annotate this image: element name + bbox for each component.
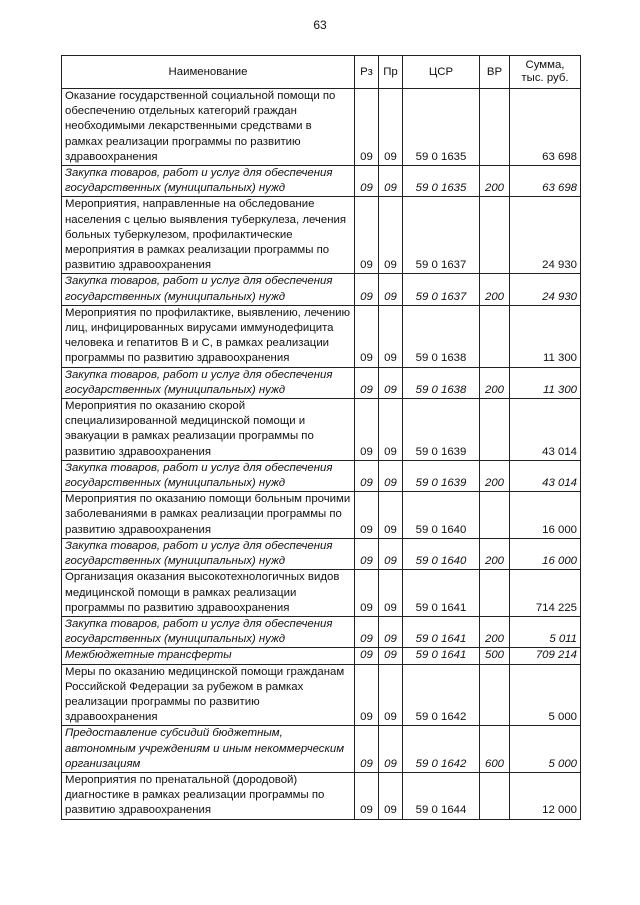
table-row (62, 570, 581, 617)
table-row (62, 367, 581, 398)
table-row (62, 616, 581, 647)
header-rz: Рз (355, 56, 379, 89)
cell-csr: 59 0 1641 (403, 648, 480, 664)
cell-csr: 59 0 1642 (403, 664, 480, 726)
cell-sum: 24 930 (510, 197, 581, 274)
cell-csr: 59 0 1638 (403, 305, 480, 367)
cell-rz: 09 (355, 616, 379, 647)
cell-sum: 16 000 (510, 492, 581, 539)
cell-name: Мероприятия, направленные на обследование населения с целью выявления туберкулеза, лечения больных туберкулезом, профилактические мероприятия в рамках реализации программы по развитию здравоохранения (62, 197, 355, 274)
cell-vr (480, 664, 510, 726)
cell-pr: 09 (379, 367, 403, 398)
cell-pr: 09 (379, 538, 403, 569)
cell-rz: 09 (355, 197, 379, 274)
cell-csr: 59 0 1642 (403, 726, 480, 773)
cell-pr: 09 (379, 274, 403, 305)
cell-rz: 09 (355, 726, 379, 773)
budget-table (61, 55, 581, 820)
cell-vr (480, 89, 510, 166)
cell-rz: 09 (355, 367, 379, 398)
cell-name: Мероприятия по оказанию помощи больным прочими заболеваниями в рамках реализации программы по развитию здравоохранения (62, 492, 355, 539)
table-row (62, 772, 581, 819)
cell-pr: 09 (379, 772, 403, 819)
cell-csr: 59 0 1639 (403, 399, 480, 461)
table-row (62, 305, 581, 367)
cell-sum: 5 011 (510, 616, 581, 647)
page-number: 63 (313, 18, 327, 32)
cell-csr: 59 0 1639 (403, 460, 480, 491)
cell-csr: 59 0 1640 (403, 538, 480, 569)
cell-csr: 59 0 1641 (403, 616, 480, 647)
cell-csr: 59 0 1637 (403, 197, 480, 274)
cell-name: Оказание государственной социальной помощи по обеспечению отдельных категорий граждан необходимыми лекарственными средствами в рамках реализации программы по развитию здравоохранения (62, 89, 355, 166)
cell-sum: 12 000 (510, 772, 581, 819)
cell-name: Мероприятия по оказанию скорой специализированной медицинской помощи и эвакуации в рамках реализации программы по развитию здравоохранения (62, 399, 355, 461)
table-row (62, 538, 581, 569)
table-row (62, 648, 581, 664)
cell-rz: 09 (355, 399, 379, 461)
cell-pr: 09 (379, 89, 403, 166)
cell-csr: 59 0 1637 (403, 274, 480, 305)
cell-vr (480, 197, 510, 274)
cell-rz: 09 (355, 460, 379, 491)
cell-pr: 09 (379, 197, 403, 274)
cell-csr: 59 0 1638 (403, 367, 480, 398)
header-vr: ВР (480, 56, 510, 89)
cell-pr: 09 (379, 305, 403, 367)
cell-csr: 59 0 1640 (403, 492, 480, 539)
cell-rz: 09 (355, 274, 379, 305)
cell-sum: 714 225 (510, 570, 581, 617)
cell-vr: 200 (480, 367, 510, 398)
cell-rz: 09 (355, 648, 379, 664)
header-sum: Сумма, тыс. руб. (510, 56, 581, 89)
cell-vr (480, 399, 510, 461)
cell-name: Закупка товаров, работ и услуг для обеспечения государственных (муниципальных) нужд (62, 460, 355, 491)
cell-csr: 59 0 1644 (403, 772, 480, 819)
cell-sum: 5 000 (510, 726, 581, 773)
cell-rz: 09 (355, 664, 379, 726)
cell-pr: 09 (379, 726, 403, 773)
cell-csr: 59 0 1641 (403, 570, 480, 617)
cell-rz: 09 (355, 89, 379, 166)
cell-sum: 11 300 (510, 367, 581, 398)
cell-name: Межбюджетные трансферты (62, 648, 355, 664)
cell-vr: 200 (480, 274, 510, 305)
cell-rz: 09 (355, 305, 379, 367)
cell-name: Меры по оказанию медицинской помощи гражданам Российской Федерации за рубежом в рамках реализации программы по развитию здравоохранения (62, 664, 355, 726)
cell-pr: 09 (379, 570, 403, 617)
cell-name: Предоставление субсидий бюджетным, автономным учреждениям и иным некоммерческим организациям (62, 726, 355, 773)
cell-pr: 09 (379, 166, 403, 197)
cell-name: Закупка товаров, работ и услуг для обеспечения государственных (муниципальных) нужд (62, 274, 355, 305)
table-row (62, 726, 581, 773)
cell-name: Закупка товаров, работ и услуг для обеспечения государственных (муниципальных) нужд (62, 166, 355, 197)
cell-name: Мероприятия по пренатальной (дородовой) диагностике в рамках реализации программы по развитию здравоохранения (62, 772, 355, 819)
table-body (62, 89, 581, 820)
cell-csr: 59 0 1635 (403, 166, 480, 197)
cell-vr (480, 492, 510, 539)
cell-csr: 59 0 1635 (403, 89, 480, 166)
cell-sum: 24 930 (510, 274, 581, 305)
header-pr: Пр (379, 56, 403, 89)
cell-rz: 09 (355, 570, 379, 617)
cell-rz: 09 (355, 772, 379, 819)
cell-pr: 09 (379, 399, 403, 461)
cell-rz: 09 (355, 538, 379, 569)
cell-vr: 200 (480, 460, 510, 491)
cell-rz: 09 (355, 492, 379, 539)
cell-vr: 200 (480, 538, 510, 569)
header-csr: ЦСР (403, 56, 480, 89)
cell-sum: 63 698 (510, 89, 581, 166)
cell-pr: 09 (379, 616, 403, 647)
cell-pr: 09 (379, 664, 403, 726)
cell-sum: 709 214 (510, 648, 581, 664)
cell-pr: 09 (379, 492, 403, 539)
cell-vr (480, 570, 510, 617)
cell-rz: 09 (355, 166, 379, 197)
cell-name: Закупка товаров, работ и услуг для обеспечения государственных (муниципальных) нужд (62, 538, 355, 569)
table-row (62, 274, 581, 305)
table-header-row (62, 56, 581, 89)
cell-vr: 500 (480, 648, 510, 664)
cell-sum: 43 014 (510, 460, 581, 491)
cell-pr: 09 (379, 648, 403, 664)
cell-vr: 200 (480, 166, 510, 197)
cell-vr (480, 305, 510, 367)
table-row (62, 166, 581, 197)
cell-sum: 11 300 (510, 305, 581, 367)
cell-sum: 16 000 (510, 538, 581, 569)
cell-vr: 200 (480, 616, 510, 647)
table-row (62, 197, 581, 274)
cell-vr (480, 772, 510, 819)
header-name: Наименование (62, 56, 355, 89)
cell-vr: 600 (480, 726, 510, 773)
cell-sum: 43 014 (510, 399, 581, 461)
cell-sum: 63 698 (510, 166, 581, 197)
cell-name: Закупка товаров, работ и услуг для обеспечения государственных (муниципальных) нужд (62, 367, 355, 398)
table-row (62, 89, 581, 166)
cell-sum: 5 000 (510, 664, 581, 726)
table-row (62, 492, 581, 539)
cell-name: Мероприятия по профилактике, выявлению, лечению лиц, инфицированных вирусами иммунодефицита человека и гепатитов В и С, в рамках реализации программы по развитию здравоохранения (62, 305, 355, 367)
cell-name: Организация оказания высокотехнологичных видов медицинской помощи в рамках реализации программы по развитию здравоохранения (62, 570, 355, 617)
table-row (62, 664, 581, 726)
cell-pr: 09 (379, 460, 403, 491)
table-row (62, 460, 581, 491)
cell-name: Закупка товаров, работ и услуг для обеспечения государственных (муниципальных) нужд (62, 616, 355, 647)
table-row (62, 399, 581, 461)
